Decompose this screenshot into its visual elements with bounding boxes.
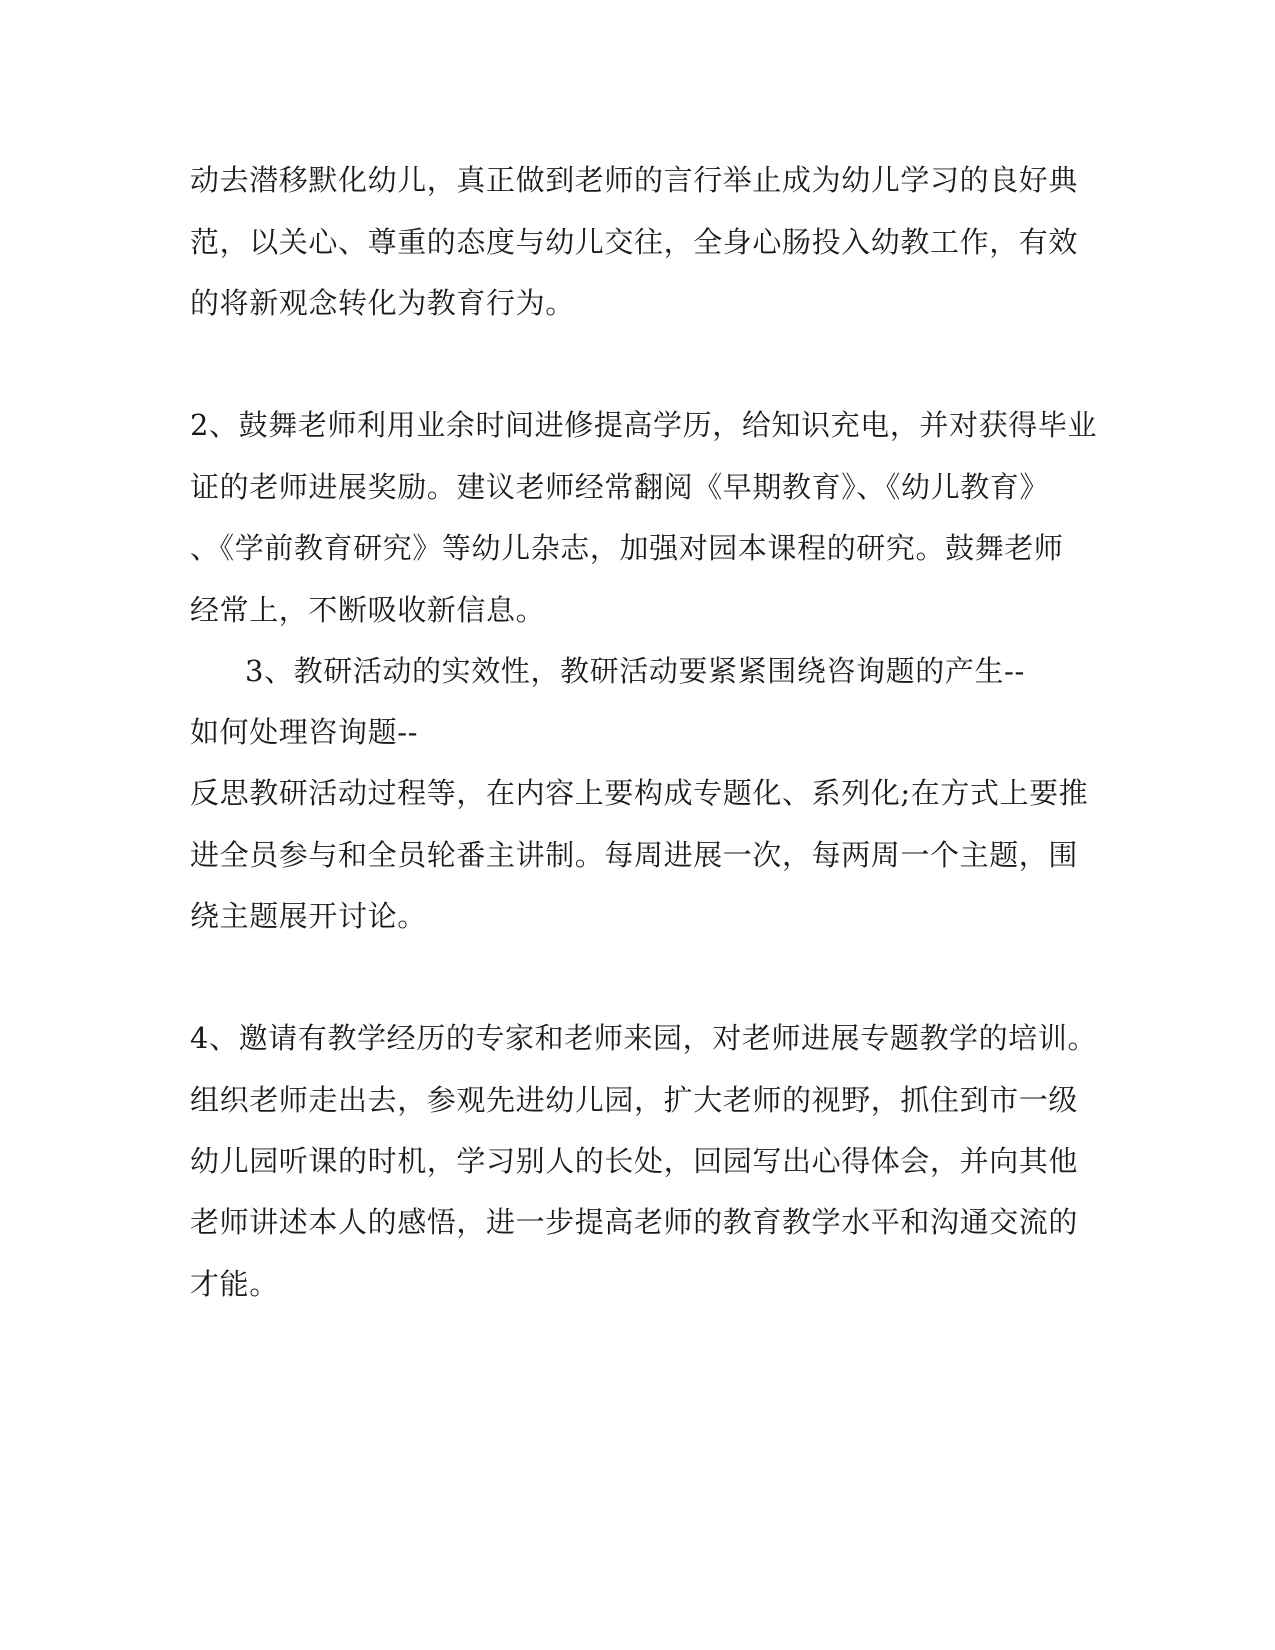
text-line: 进全员参与和全员轮番主讲制。每周进展一次，每两周一个主题，围: [190, 838, 1079, 872]
text-line: 老师讲述本人的感悟，进一步提高老师的教育教学水平和沟通交流的: [190, 1205, 1079, 1239]
text-line: 反思教研活动过程等，在内容上要构成专题化、系列化;在方式上要推: [190, 776, 1089, 810]
text-line: 组织老师走出去，参观先进幼儿园，扩大老师的视野，抓住到市一级: [190, 1083, 1079, 1117]
text-line: 动去潜移默化幼儿，真正做到老师的言行举止成为幼儿学习的良好典: [190, 163, 1079, 197]
text-line: 的将新观念转化为教育行为。: [190, 286, 575, 320]
text-line: 、《学前教育研究》等幼儿杂志，加强对园本课程的研究。鼓舞老师: [190, 531, 1064, 565]
text-line: 幼儿园听课的时机，学习别人的长处，回园写出心得体会，并向其他: [190, 1144, 1079, 1178]
text-line: 范，以关心、尊重的态度与幼儿交往，全身心肠投入幼教工作，有效: [190, 225, 1079, 259]
text-line: 绕主题展开讨论。: [190, 899, 427, 933]
text-line: 才能。: [190, 1267, 279, 1301]
text-line: 证的老师进展奖励。建议老师经常翻阅《早期教育》、《幼儿教育》: [190, 470, 1050, 504]
text-line: 经常上，不断吸收新信息。: [190, 593, 546, 627]
text-line: 2、鼓舞老师利用业余时间进修提高学历，给知识充电，并对获得毕业: [190, 408, 1098, 442]
text-line: 如何处理咨询题--: [190, 715, 418, 749]
text-line: 4、邀请有教学经历的专家和老师来园，对老师进展专题教学的培训。: [190, 1021, 1098, 1055]
text-line: 3、教研活动的实效性，教研活动要紧紧围绕咨询题的产生--: [245, 654, 1025, 688]
